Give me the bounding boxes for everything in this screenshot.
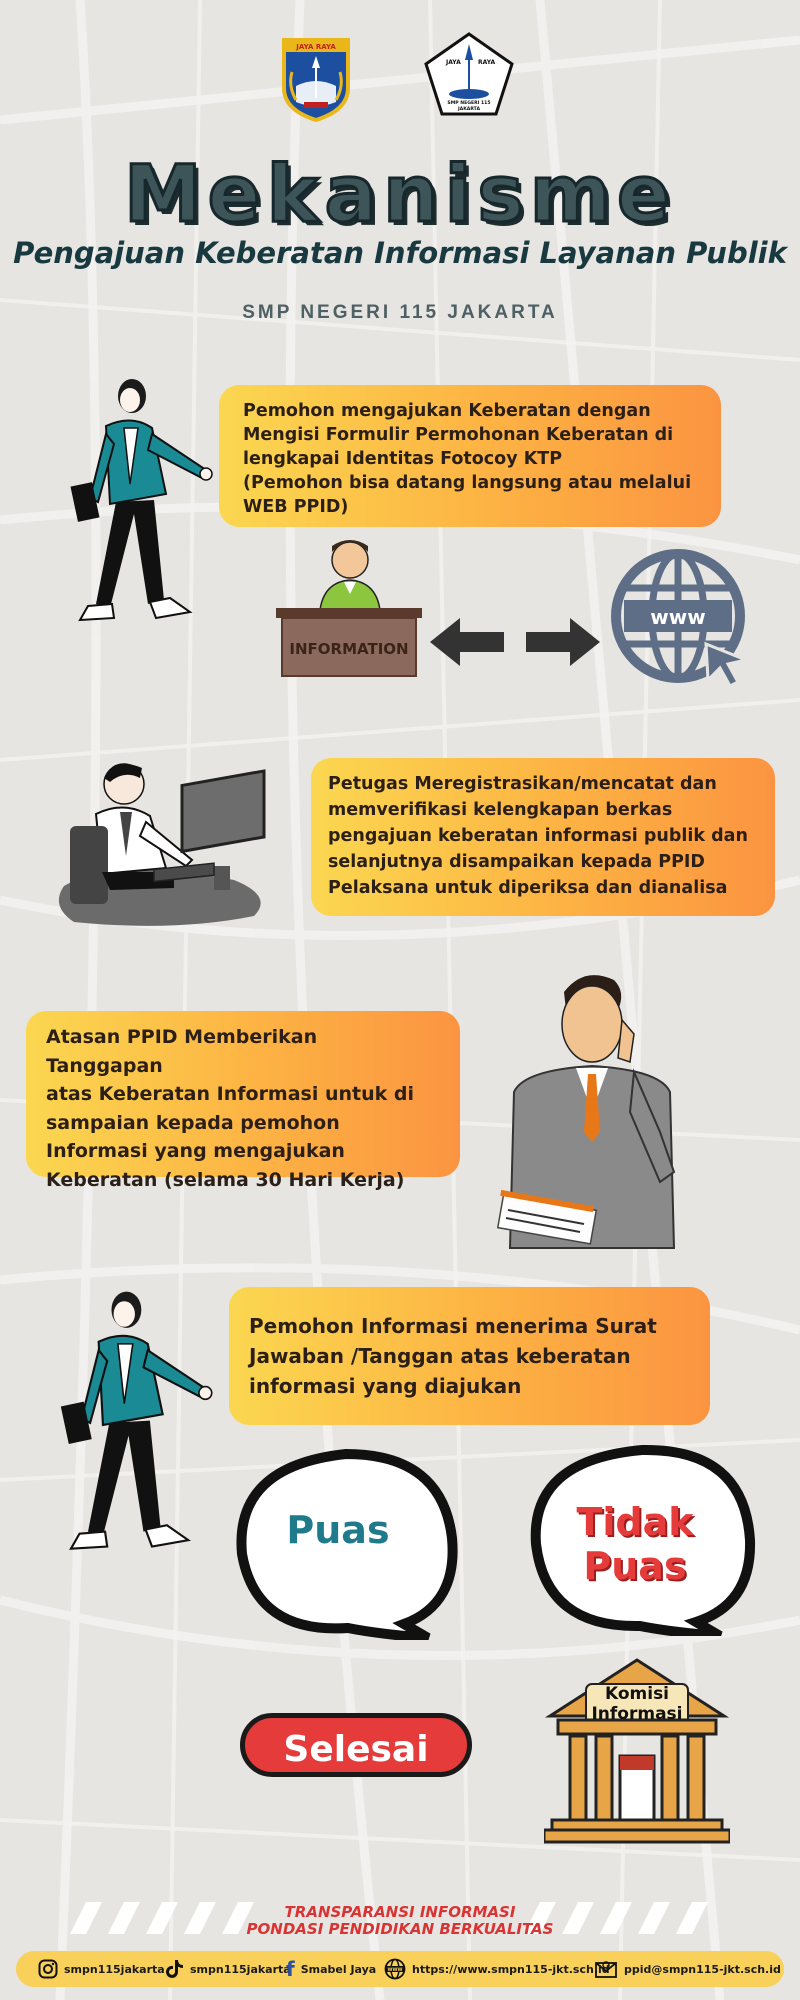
footer-website[interactable]: [384, 1951, 610, 1987]
selesai-button[interactable]: Selesai: [240, 1713, 472, 1777]
school-name: SMP NEGERI 115 JAKARTA: [242, 302, 558, 323]
puas-label: Puas: [286, 1508, 390, 1552]
information-desk-illustration: [274, 534, 424, 678]
svg-text:WWW: WWW: [387, 1968, 403, 1973]
footer-tiktok[interactable]: [166, 1951, 291, 1987]
tiktok-handle: smpn115jakarta: [190, 1962, 291, 1976]
website-url: https://www.smpn115-jkt.sch.id: [412, 1962, 610, 1976]
footer-instagram[interactable]: [38, 1951, 165, 1987]
svg-text:JAYA: JAYA: [446, 59, 461, 66]
walking-woman-illustration: [66, 374, 216, 636]
office-worker-illustration: [54, 756, 278, 928]
svg-text:JAKARTA: JAKARTA: [457, 107, 481, 112]
step-2-box: [311, 758, 775, 916]
school-logo: [424, 32, 514, 116]
instagram-handle: smpn115jakarta: [64, 1962, 165, 1976]
globe-icon: [384, 1958, 406, 1980]
step-4-text: Pemohon Informasi menerima Surat Jawaban /Tanggan atas keberatan informasi yang diajukan: [249, 1314, 657, 1398]
facebook-icon: f: [286, 1957, 295, 1981]
page-subtitle: Pengajuan Keberatan Informasi Layanan Publik: [13, 236, 787, 270]
tidak-puas-label: Tidak Puas: [576, 1500, 694, 1588]
jaya-raya-logo: [280, 36, 352, 122]
businessman-phone-illustration: [494, 962, 684, 1252]
step-4-box: [229, 1287, 710, 1425]
email-icon: [594, 1959, 618, 1979]
email-address: ppid@smpn115-jkt.sch.id: [624, 1962, 781, 1976]
walking-woman-illustration-2: [56, 1270, 216, 1582]
left-arrow-icon: [430, 618, 504, 666]
tiktok-icon: [166, 1959, 184, 1979]
facebook-name: Smabel Jaya: [300, 1962, 377, 1976]
svg-text:SMP NEGERI 115: SMP NEGERI 115: [447, 101, 491, 106]
step-1-text: Pemohon mengajukan Keberatan dengan Mengisi Formulir Permohonan Keberatan di lengkapai Identitas Fotocoy KTP (Pemohon bisa datang langsung atau melalui WEB PPID): [243, 401, 692, 517]
step-1-box: [219, 385, 721, 527]
footer-facebook[interactable]: [286, 1951, 376, 1987]
step-2-text: Petugas Meregistrasikan/mencatat dan memverifikasi kelengkapan berkas pengajuan keberatan informasi publik dan selanjutnya disampaikan kepada PPID Pelaksana untuk diperiksa dan dianalisa: [328, 774, 748, 898]
desk-label: INFORMATION: [289, 640, 409, 658]
www-label: www: [650, 605, 706, 629]
svg-text:RAYA: RAYA: [478, 59, 496, 66]
slogan-line-2: PONDASI PENDIDIKAN BERKUALITAS: [246, 1920, 554, 1938]
page-title: Mekanisme: [124, 150, 676, 240]
step-3-box: [26, 1011, 460, 1191]
svg-text:JAYA RAYA: JAYA RAYA: [296, 43, 336, 51]
komisi-informasi-label: Komisi Informasi: [591, 1684, 683, 1724]
slogan-line-1: TRANSPARANSI INFORMASI: [284, 1903, 516, 1921]
right-arrow-icon: [526, 618, 600, 666]
step-3-text: Atasan PPID Memberikan Tanggapan atas Keberatan Informasi untuk di sampaian kepada pemohon Informasi yang mengajukan Keberatan (selama 30 Hari Kerja): [46, 1026, 415, 1191]
instagram-icon: [38, 1959, 58, 1979]
footer-email[interactable]: [594, 1951, 781, 1987]
website-globe-icon: [610, 548, 752, 690]
